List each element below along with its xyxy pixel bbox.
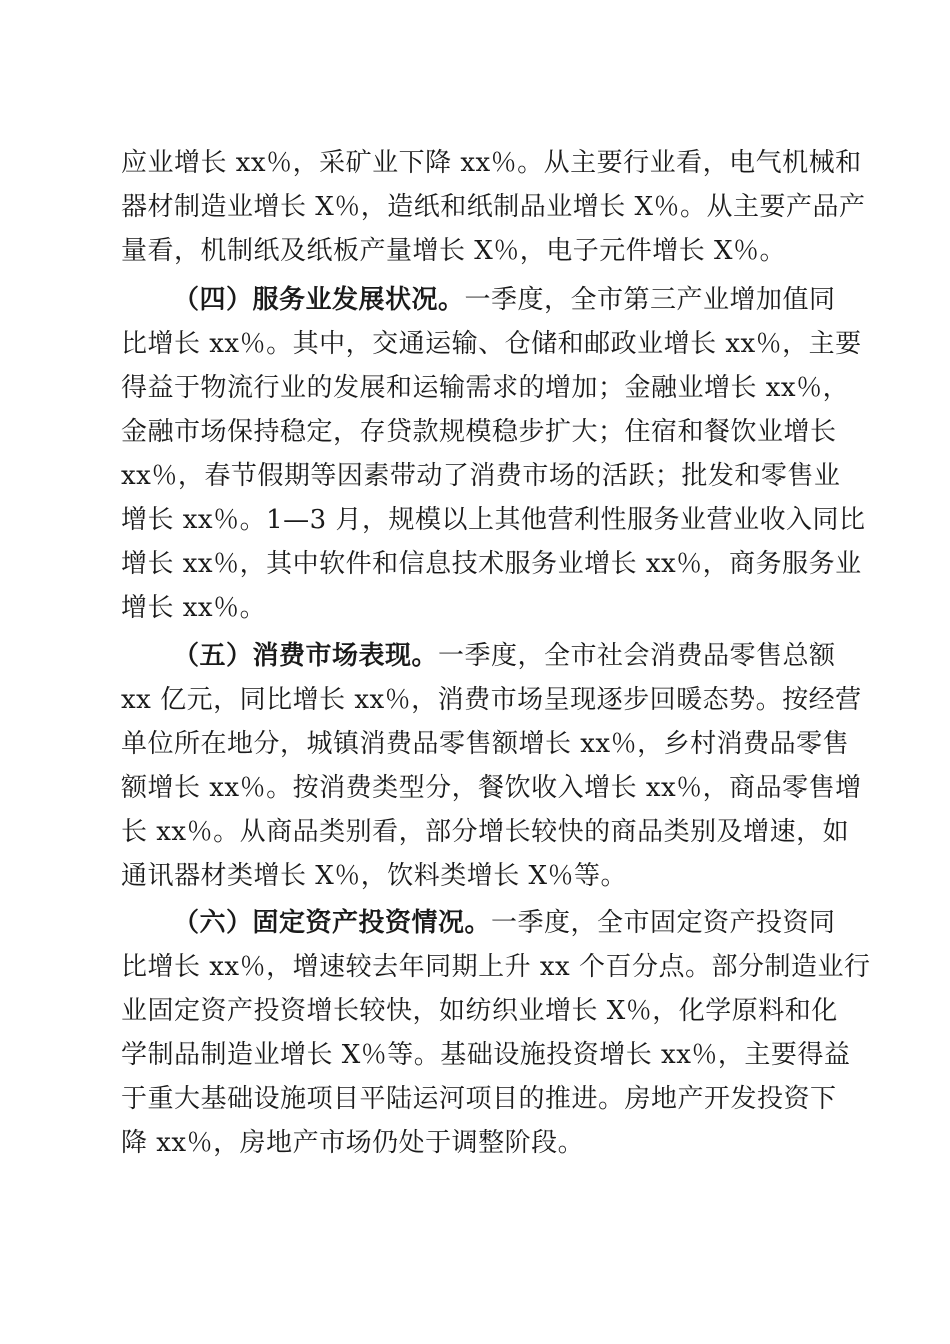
paragraph-line: 比增长 xx％。其中，交通运输、仓储和邮政业增长 xx％，主要	[121, 329, 862, 359]
paragraph-line: xx％，春节假期等因素带动了消费市场的活跃；批发和零售业	[121, 461, 841, 491]
paragraph-line: 增长 xx％。1—3 月，规模以上其他营利性服务业营业收入同比	[121, 505, 866, 535]
paragraph-line: 单位所在地分，城镇消费品零售额增长 xx％，乡村消费品零售	[121, 729, 850, 759]
paragraph-line: 增长 xx％。	[121, 593, 267, 623]
paragraph-line: 金融市场保持稳定，存贷款规模稳步扩大；住宿和餐饮业增长	[121, 417, 837, 447]
section-4-first-line	[173, 280, 836, 320]
section-6-heading: （六）固定资产投资情况。	[173, 908, 492, 938]
paragraph-text: 一季度，全市社会消费品零售总额	[438, 641, 836, 671]
paragraph-line: xx 亿元，同比增长 xx％，消费市场呈现逐步回暖态势。按经营	[121, 685, 862, 715]
paragraph-line: 额增长 xx％。按消费类型分，餐饮收入增长 xx％，商品零售增	[121, 773, 862, 803]
paragraph-line: 量看，机制纸及纸板产量增长 X％，电子元件增长 X％。	[121, 236, 787, 266]
paragraph-line: 比增长 xx％，增速较去年同期上升 xx 个百分点。部分制造业行	[121, 952, 871, 982]
paragraph-text: 一季度，全市第三产业增加值同	[464, 285, 836, 315]
paragraph-line: 学制品制造业增长 X％等。基础设施投资增长 xx％，主要得益	[121, 1040, 851, 1070]
paragraph-line: 增长 xx％，其中软件和信息技术服务业增长 xx％，商务服务业	[121, 549, 862, 579]
paragraph-line: 应业增长 xx％，采矿业下降 xx％。从主要行业看，电气机械和	[121, 148, 862, 178]
paragraph-line: 通讯器材类增长 X％，饮料类增长 X％等。	[121, 861, 628, 891]
section-5-heading: （五）消费市场表现。	[173, 641, 439, 671]
paragraph-line: 业固定资产投资增长较快，如纺织业增长 X％，化学原料和化	[121, 996, 838, 1026]
paragraph-line: 降 xx％，房地产市场仍处于调整阶段。	[121, 1128, 585, 1158]
paragraph-line: 得益于物流行业的发展和运输需求的增加；金融业增长 xx％，	[121, 373, 850, 403]
paragraph-line: 于重大基础设施项目平陆运河项目的推进。房地产开发投资下	[121, 1084, 837, 1114]
paragraph-line: 长 xx％。从商品类别看，部分增长较快的商品类别及增速，如	[121, 817, 850, 847]
section-6-first-line	[173, 903, 836, 943]
paragraph-line: 器材制造业增长 X％，造纸和纸制品业增长 X％。从主要产品产	[121, 192, 866, 222]
paragraph-text: 一季度，全市固定资产投资同	[491, 908, 836, 938]
section-5-first-line	[173, 636, 836, 676]
section-4-heading: （四）服务业发展状况。	[173, 285, 465, 315]
